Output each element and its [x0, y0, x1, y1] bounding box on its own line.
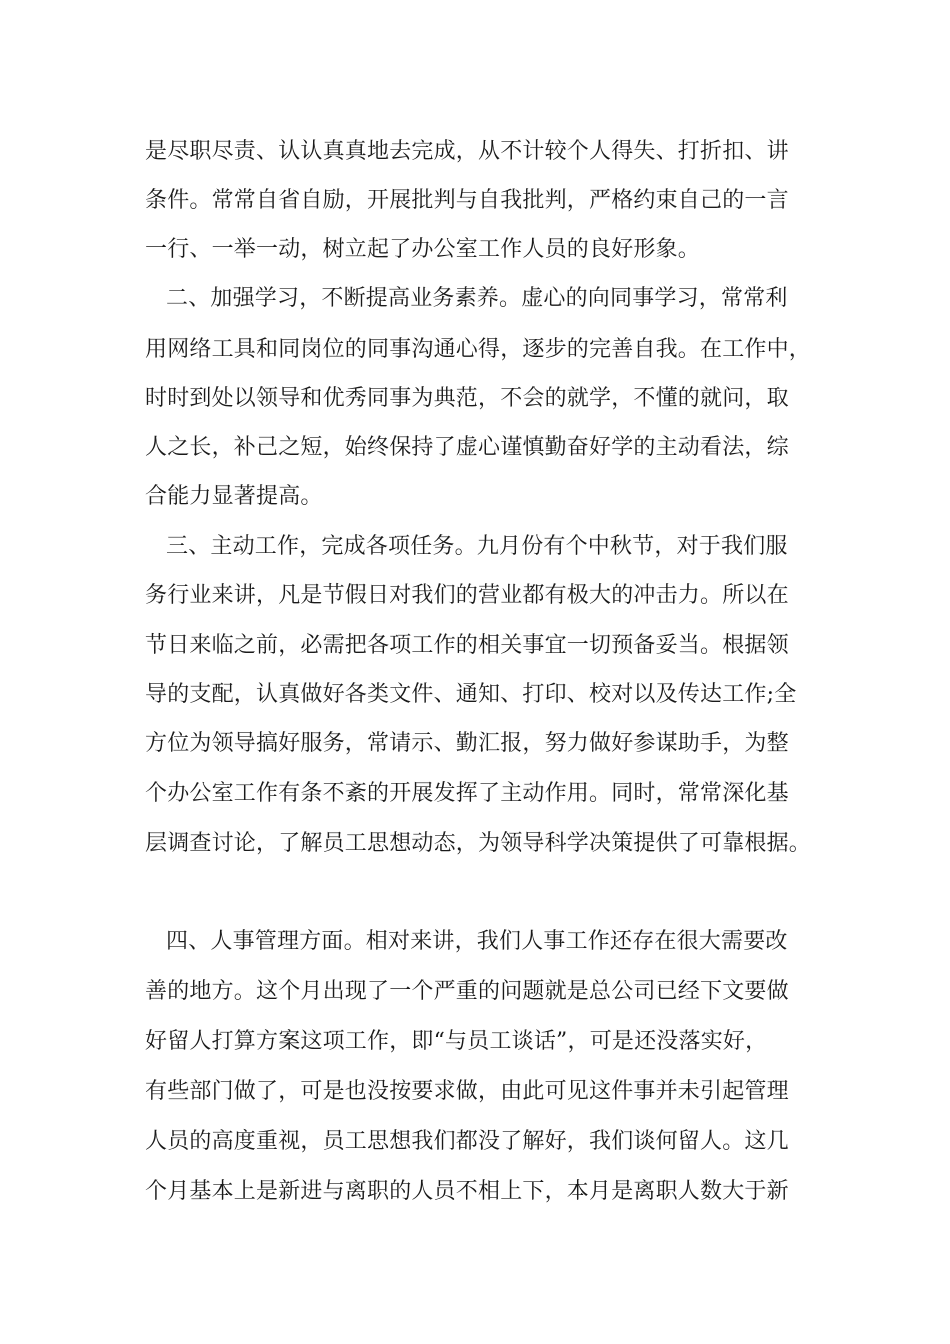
text-line: 用网络工具和同岗位的同事沟通心得，逐步的完善自我。在工作中，: [145, 337, 812, 362]
text-line: 条件。常常自省自励，开展批判与自我批判，严格约束自己的一言: [145, 188, 789, 213]
text-line: 务行业来讲，凡是节假日对我们的营业都有极大的冲击力。所以在: [145, 583, 789, 608]
text-line: 时时到处以领导和优秀同事为典范，不会的就学，不懂的就问，取: [145, 386, 789, 411]
text-line: 合能力显著提高。: [145, 484, 323, 509]
paragraph-start-line: 四、人事管理方面。相对来讲，我们人事工作还存在很大需要改: [166, 929, 788, 954]
text-line: 方位为领导搞好服务，常请示、勤汇报，努力做好参谋助手，为整: [145, 731, 789, 756]
text-line: 好留人打算方案这项工作，即“与员工谈话”，可是还没落实好，: [145, 1029, 768, 1054]
paragraph-start-line: 二、加强学习，不断提高业务素养。虚心的向同事学习，常常利: [166, 286, 788, 311]
text-line: 善的地方。这个月出现了一个严重的问题就是总公司已经下文要做: [145, 979, 789, 1004]
text-line: 人之长，补己之短，始终保持了虚心谨慎勤奋好学的主动看法，综: [145, 435, 789, 460]
text-line: 层调查讨论，了解员工思想动态，为领导科学决策提供了可靠根据。: [145, 831, 812, 856]
paragraph-start-line: 三、主动工作，完成各项任务。九月份有个中秋节，对于我们服: [166, 534, 788, 559]
text-line: 个办公室工作有条不紊的开展发挥了主动作用。同时，常常深化基: [145, 781, 789, 806]
text-line: 一行、一举一动，树立起了办公室工作人员的良好形象。: [145, 237, 701, 262]
text-line: 是尽职尽责、认认真真地去完成，从不计较个人得失、打折扣、讲: [145, 139, 789, 164]
text-line: 有些部门做了，可是也没按要求做，由此可见这件事并未引起管理: [145, 1079, 789, 1104]
text-line: 人员的高度重视，员工思想我们都没了解好，我们谈何留人。这几: [145, 1129, 789, 1154]
text-line: 节日来临之前，必需把各项工作的相关事宜一切预备妥当。根据领: [145, 633, 789, 658]
text-line: 个月基本上是新进与离职的人员不相上下，本月是离职人数大于新: [145, 1179, 789, 1204]
text-line: 导的支配，认真做好各类文件、通知、打印、校对以及传达工作;全: [145, 682, 797, 707]
